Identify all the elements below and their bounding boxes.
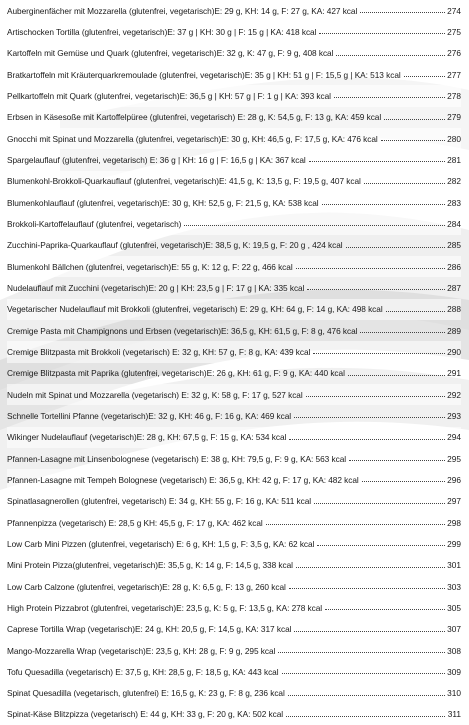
toc-entry[interactable] [7,363,461,384]
toc-page-number: 294 [447,432,461,443]
toc-entry-title: Mini Protein Pizza(glutenfrei, vegetarisch)E: 35,5 g, K: 14 g, F: 14,5 g, 338 kcal [7,560,293,571]
toc-entry-title: Schnelle Tortellini Pfanne (vegetarisch)E: 32 g, KH: 46 g, F: 16 g, KA: 469 kcal [7,410,292,421]
toc-entry[interactable] [7,683,461,704]
toc-page-number: 299 [447,538,461,549]
toc-entry[interactable] [7,149,461,170]
toc-entry-title: Bratkartoffeln mit Kräuterquarkremoulade (glutenfrei, vegetarisch)E: 35 g | KH: 51 g | F: 15,5 g | KA: 513 kcal [7,69,401,80]
toc-page-number: 310 [447,688,461,699]
toc-entry-title: Brokkoli-Kartoffelauflauf (glutenfrei, vegetarisch) [7,218,182,229]
toc-entry-title: Spinat Quesadilla (vegetarisch, glutenfrei) E: 16,5 g, K: 23 g, F: 8 g, 236 kcal [7,688,285,699]
dot-leader [386,311,445,312]
toc-page-number: 280 [447,133,461,144]
toc-entry-title: Tofu Quesadilla (vegetarisch) E: 37,5 g, KH: 28,5 g, F: 18,5 g, KA: 443 kcal [7,666,279,677]
toc-page-number: 279 [447,112,461,123]
toc-entry[interactable] [7,192,461,213]
toc-entry-title: Pfannenpizza (vegetarisch) E: 28,5 g KH: 45,5 g, F: 17 g, KA: 462 kcal [7,517,263,528]
toc-page-number: 277 [447,69,461,80]
dot-leader [266,524,445,525]
toc-entry-title: Cremige Blitzpasta mit Brokkoli (vegetarisch) E: 32 g, KH: 57 g, F: 8 g, KA: 439 kcal [7,346,311,357]
toc-entry-title: Cremige Blitzpasta mit Paprika (glutenfrei, vegetarisch)E: 26 g, KH: 61 g, F: 9 g, KA: 440 kcal [7,368,345,379]
toc-entry[interactable] [7,427,461,448]
toc-page-number: 298 [447,517,461,528]
toc-entry[interactable] [7,277,461,298]
toc-entry[interactable] [7,512,461,533]
toc-entry[interactable] [7,405,461,426]
toc-entry[interactable] [7,661,461,682]
dot-leader [384,119,445,120]
toc-page-number: 301 [447,560,461,571]
toc-entry[interactable] [7,235,461,256]
toc-page-number: 291 [447,368,461,379]
dot-leader [289,588,445,589]
toc-entry-title: Nudelauflauf mit Zucchini (vegetarisch)E: 20 g | KH: 23,5 g | F: 17 g | KA: 335 kcal [7,282,305,293]
toc-entry-title: Kartoffeln mit Gemüse und Quark (glutenfrei, vegetarisch)E: 32 g, K: 47 g, F: 9 g, 408 kcal [7,48,334,59]
toc-entry[interactable] [7,213,461,234]
dot-leader [294,417,445,418]
toc-entry-title: Pellkartoffeln mit Quark (glutenfrei, vegetarisch)E: 36,5 g | KH: 57 g | F: 1 g | KA: 393 kcal [7,90,331,101]
toc-page-number: 293 [447,410,461,421]
dot-leader [360,12,445,13]
toc-entry-title: Blumenkohl-Brokkoli-Quarkauflauf (glutenfrei, vegetarisch)E: 41,5 g, K: 13,5 g, F: 19,5 g, 407 kcal [7,176,361,187]
toc-entry-title: Pfannen-Lasagne mit Linsenbolognese (vegetarisch) E: 38 g, KH: 79,5 g, F: 9 g, KA: 563 kcal [7,453,347,464]
toc-page-number: 283 [447,197,461,208]
toc-page-number: 288 [447,304,461,315]
toc-entry[interactable] [7,384,461,405]
dot-leader [349,460,445,461]
toc-page-number: 282 [447,176,461,187]
toc-page-number: 276 [447,48,461,59]
toc-entry-title: Artischocken Tortilla (glutenfrei, vegetarisch)E: 37 g | KH: 30 g | F: 15 g | KA: 418 kcal [7,26,317,37]
toc-page-number: 311 [447,709,461,720]
toc-page-number: 289 [447,325,461,336]
toc-entry[interactable] [7,320,461,341]
toc-page-number: 295 [447,453,461,464]
dot-leader [288,695,445,696]
toc-entry[interactable] [7,128,461,149]
toc-entry[interactable] [7,576,461,597]
toc-entry[interactable] [7,299,461,320]
toc-entry[interactable] [7,533,461,554]
dot-leader [286,716,445,717]
toc-entry-title: Gnocchi mit Spinat und Mozzarella (glutenfrei, vegetarisch)E: 30 g, KH: 46,5 g, F: 17,5 g, KA: 476 kcal [7,133,378,144]
toc-page-number: 286 [447,261,461,272]
dot-leader [348,375,445,376]
dot-leader [296,268,445,269]
dot-leader [346,247,445,248]
toc-entry-title: Pfannen-Lasagne mit Tempeh Bolognese (vegetarisch) E: 36,5 g, KH: 42 g, F: 17 g, KA: 482 kcal [7,474,359,485]
toc-page-number: 287 [447,282,461,293]
toc-page-number: 292 [447,389,461,400]
dot-leader [296,567,445,568]
toc-page-number: 275 [447,26,461,37]
dot-leader [313,353,445,354]
dot-leader [334,97,445,98]
dot-leader [309,161,445,162]
toc-entry-title: Blumenkohl Bällchen (glutenfrei, vegetarisch)E: 55 g, K: 12 g, F: 22 g, 466 kcal [7,261,293,272]
toc-entry[interactable] [7,256,461,277]
toc-entry[interactable] [7,43,461,64]
dot-leader [364,183,445,184]
toc-page-number: 281 [447,154,461,165]
toc-entry-title: Low Carb Mini Pizzen (glutenfrei, vegetarisch) E: 6 g, KH: 1,5 g, F: 3,5 g, KA: 62 kcal [7,538,315,549]
toc-entry[interactable] [7,85,461,106]
dot-leader [282,673,445,674]
dot-leader [322,204,445,205]
dot-leader [325,609,445,610]
toc-page-number: 297 [447,496,461,507]
dot-leader [307,289,445,290]
toc-entry[interactable] [7,64,461,85]
toc-page-number: 303 [447,581,461,592]
toc-page-number: 284 [447,218,461,229]
toc-page-number: 285 [447,240,461,251]
toc-entry-title: Erbsen in Käsesoße mit Kartoffelpüree (glutenfrei, vegetarisch) E: 28 g, K: 54,5 g, F: 13 g, KA: 459 kcal [7,112,382,123]
toc-entry-title: Vegetarischer Nudelauflauf mit Brokkoli (glutenfrei, vegetarisch) E: 29 g, KH: 64 g, F: 14 g, KA: 498 kcal [7,304,383,315]
toc-page-number: 309 [447,666,461,677]
toc-entry[interactable] [7,640,461,661]
dot-leader [184,225,445,226]
toc-entry-title: Spargelauflauf (glutenfrei, vegetarisch) E: 36 g | KH: 16 g | F: 16,5 g | KA: 367 kcal [7,154,306,165]
toc-entry-title: Auberginenfächer mit Mozzarella (glutenfrei, vegetarisch)E: 29 g, KH: 14 g, F: 27 g, KA: 427 kcal [7,5,358,16]
toc-entry-title: Cremige Pasta mit Champignons und Erbsen (vegetarisch)E: 36,5 g, KH: 61,5 g, F: 8 g, 476 kcal [7,325,358,336]
toc-entry[interactable] [7,704,461,725]
dot-leader [289,439,445,440]
toc-entry-title: Low Carb Calzone (glutenfrei, vegetarisch)E: 28 g, K: 6,5 g, F: 13 g, 260 kcal [7,581,286,592]
toc-entry-title: Mango-Mozzarella Wrap (vegetarisch)E: 23,5 g, KH: 28 g, F: 9 g, 295 kcal [7,645,276,656]
toc-entry[interactable] [7,491,461,512]
dot-leader [294,631,445,632]
toc-page-number: 296 [447,474,461,485]
toc-entry[interactable] [7,597,461,618]
toc-page-number: 308 [447,645,461,656]
toc-page-number: 274 [447,5,461,16]
dot-leader [362,481,445,482]
toc-entry[interactable] [7,469,461,490]
toc-entry-title: Wikinger Nudelauflauf (vegetarisch)E: 28 g, KH: 67,5 g, F: 15 g, KA: 534 kcal [7,432,287,443]
dot-leader [317,545,445,546]
dot-leader [360,332,445,333]
dot-leader [381,140,445,141]
dot-leader [314,503,445,504]
toc-entry[interactable] [7,341,461,362]
toc-page-number: 290 [447,346,461,357]
toc-entry[interactable] [7,619,461,640]
toc-entry-title: Nudeln mit Spinat und Mozzarella (vegetarisch) E: 32 g, K: 58 g, F: 17 g, 527 kcal [7,389,303,400]
toc-entry-title: Blumenkohlauflauf (glutenfrei, vegetarisch)E: 30 g, KH: 52,5 g, F: 21,5 g, KA: 538 kcal [7,197,319,208]
dot-leader [306,396,445,397]
toc-entry-title: High Protein Pizzabrot (glutenfrei, vegetarisch)E: 23,5 g, K: 5 g, F: 13,5 g, KA: 278 kcal [7,602,323,613]
toc-entry[interactable] [7,555,461,576]
toc-page-number: 278 [447,90,461,101]
toc-entry-title: Zucchini-Paprika-Quarkauflauf (glutenfrei, vegetarisch)E: 38,5 g, K: 19,5 g, F: 20 g , 424 kcal [7,240,343,251]
toc-entry[interactable] [7,0,461,21]
table-of-contents [7,0,461,725]
toc-entry[interactable] [7,21,461,42]
dot-leader [336,55,445,56]
toc-entry[interactable] [7,448,461,469]
toc-page-number: 305 [447,602,461,613]
toc-entry-title: Spinat-Käse Blitzpizza (vegetarisch) E: 44 g, KH: 33 g, F: 20 g, KA: 502 kcal [7,709,284,720]
toc-entry-title: Spinatlasagnerollen (glutenfrei, vegetarisch) E: 34 g, KH: 55 g, F: 16 g, KA: 511 kcal [7,496,312,507]
toc-entry[interactable] [7,107,461,128]
toc-page-number: 307 [447,624,461,635]
dot-leader [278,652,445,653]
toc-entry-title: Caprese Tortilla Wrap (vegetarisch)E: 24 g, KH: 20,5 g, F: 14,5 g, KA: 317 kcal [7,624,292,635]
dot-leader [319,33,445,34]
toc-entry[interactable] [7,171,461,192]
dot-leader [404,76,445,77]
